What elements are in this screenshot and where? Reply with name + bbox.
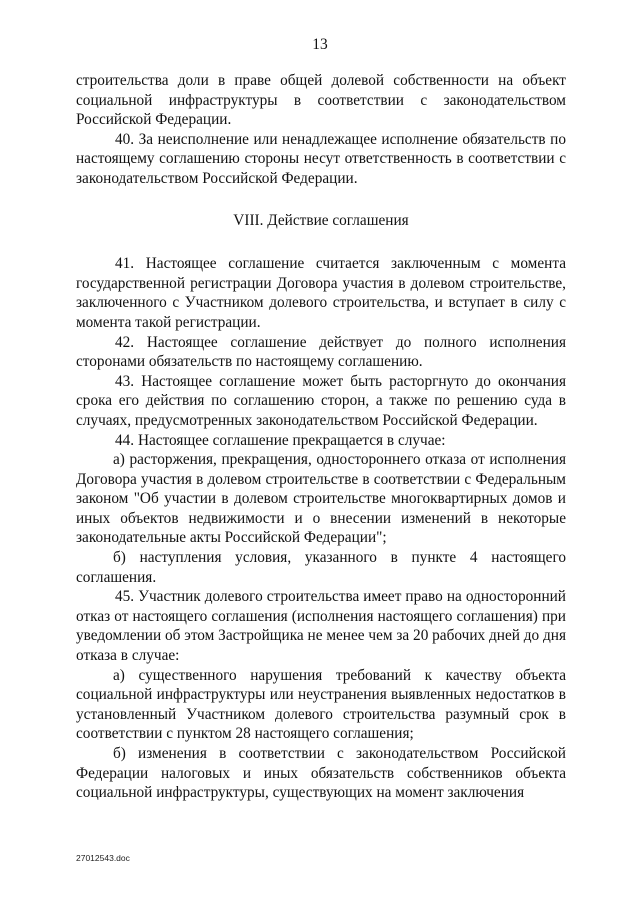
subparagraph-45b: б) изменения в соответствии с законодательством Российской Федерации налоговых и иных обязательств собственников объекта социальной инфраструктуры, существующих на момент заключения	[76, 745, 566, 802]
paragraph-43: 43. Настоящее соглашение может быть расторгнуто до окончания срока его действия по соглашению сторон, а также по решению суда в случаях, предусмотренных законодательством Российской Федерации.	[76, 372, 566, 429]
paragraph-44: 44. Настоящее соглашение прекращается в случае:	[115, 431, 446, 449]
section-heading: VIII. Действие соглашения	[233, 211, 409, 229]
paragraph-continuation: строительства доли в праве общей долевой собственности на объект социальной инфраструктуры в соответствии с законодательством Российской Федерации.	[76, 72, 566, 129]
subparagraph-44a: а) расторжения, прекращения, одностороннего отказа от исполнения Договора участия в долевом строительстве в соответствии с Федеральным законом "Об участии в долевом строительстве многоквартирных домов и иных объектов недвижимости и о внесении изменений в некоторые законодательные акты Российской Федерации";	[76, 451, 566, 547]
footer-filename: 27012543.doc	[76, 853, 130, 863]
subparagraph-44b: б) наступления условия, указанного в пункте 4 настоящего соглашения.	[76, 549, 566, 586]
subparagraph-45a: а) существенного нарушения требований к качеству объекта социальной инфраструктуры или неустранения выявленных недостатков в установленный Участником долевого строительства разумный срок в соответствии с пунктом 28 настоящего соглашения;	[76, 666, 566, 743]
page-number: 13	[312, 36, 328, 53]
document-body	[76, 71, 566, 803]
paragraph-41: 41. Настоящее соглашение считается заключенным с момента государственной регистрации Договора участия в долевом строительстве, заключенного с Участником долевого строительства, и вступает в силу с момента такой регистрации.	[76, 255, 566, 331]
paragraph-40: 40. За неисполнение или ненадлежащее исполнение обязательств по настоящему соглашению стороны несут ответственность в соответствии с законодательством Российской Федерации.	[76, 130, 566, 187]
paragraph-42: 42. Настоящее соглашение действует до полного исполнения сторонами обязательств по настоящему соглашению.	[76, 333, 566, 371]
paragraph-45: 45. Участник долевого строительства имеет право на односторонний отказ от настоящего соглашения (исполнения настоящего соглашения) при уведомлении об этом Застройщика не менее чем за 20 рабочих дней до дня отказа в случае:	[76, 588, 567, 665]
